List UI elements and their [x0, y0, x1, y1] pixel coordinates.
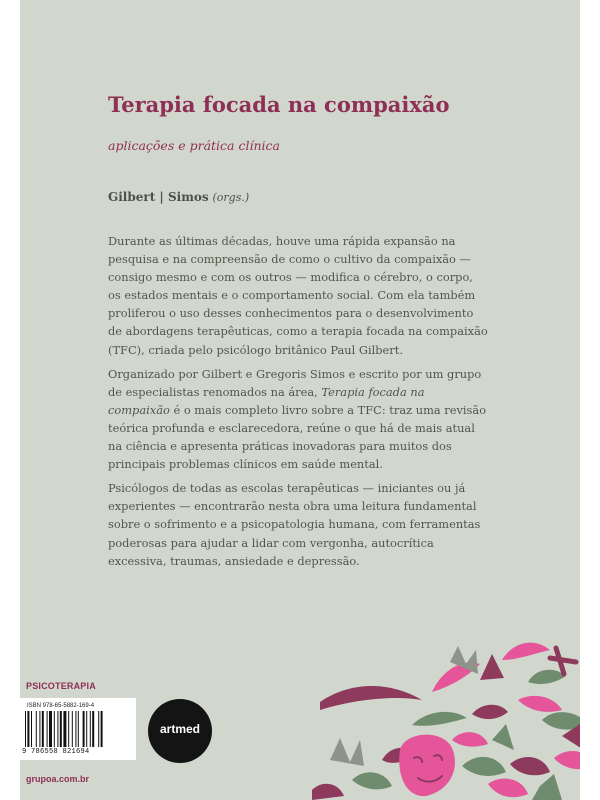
publisher-name: artmed: [159, 722, 200, 736]
face-shape: [399, 735, 455, 796]
isbn-text: ISBN 978-65-5882-169-4: [27, 703, 95, 709]
authors-note: (orgs.): [212, 191, 250, 204]
book-description: [108, 232, 488, 576]
paragraph-2-start: Organizado por Gilbert e Gregoris Simos e escrito por um grupo de especialistas renomados na área,: [108, 366, 482, 399]
paragraph-2-end: é o mais completo livro sobre a TFC: traz uma revisão teórica profunda e esclarecedora, reúne o que há de mais atual na ciência e apresenta práticas inovadoras para muitos dos principais problemas clínicos em saúde mental.: [108, 402, 487, 472]
description-paragraph-2: [108, 365, 488, 474]
book-title: Terapia focada na compaixão: [108, 92, 450, 117]
description-paragraph-1: Durante as últimas décadas, houve uma rápida expansão na pesquisa e na compreensão de como o cultivo da compaixão — consigo mesmo e com os outros — modifica o cérebro, o corpo, os estados mentais e o comportamento social. Com ela também proliferou o uso desses conhecimentos para o desenvolvimento de abordagens terapêuticas, como a terapia focada na compaixão (TFC), criada pelo psicólogo britânico Paul Gilbert.: [108, 234, 488, 357]
description-paragraph-3: Psicólogos de todas as escolas terapêuticas — iniciantes ou já experientes — encontrarão nesta obra uma leitura fundamental sobre o sofrimento e a psicopatologia humana, com ferramentas poderosas para ajudar a lidar com vergonha, autocrítica excessiva, traumas, ansiedade e depressão.: [108, 481, 481, 568]
barcode-image: [25, 711, 131, 747]
decorative-illustration: [292, 640, 580, 800]
barcode-number: 9 786558 821694: [22, 748, 90, 756]
website-url[interactable]: grupoa.com.br: [26, 774, 90, 784]
author-names: Gilbert | Simos: [108, 190, 209, 204]
book-authors: [108, 190, 249, 204]
paragraph-2-book-title: Terapia focada na compaixão: [108, 384, 425, 417]
category-label: PSICOTERAPIA: [26, 681, 96, 691]
publisher-logo: [148, 699, 212, 763]
book-back-cover: [20, 0, 580, 800]
book-subtitle: aplicações e prática clínica: [108, 138, 280, 153]
